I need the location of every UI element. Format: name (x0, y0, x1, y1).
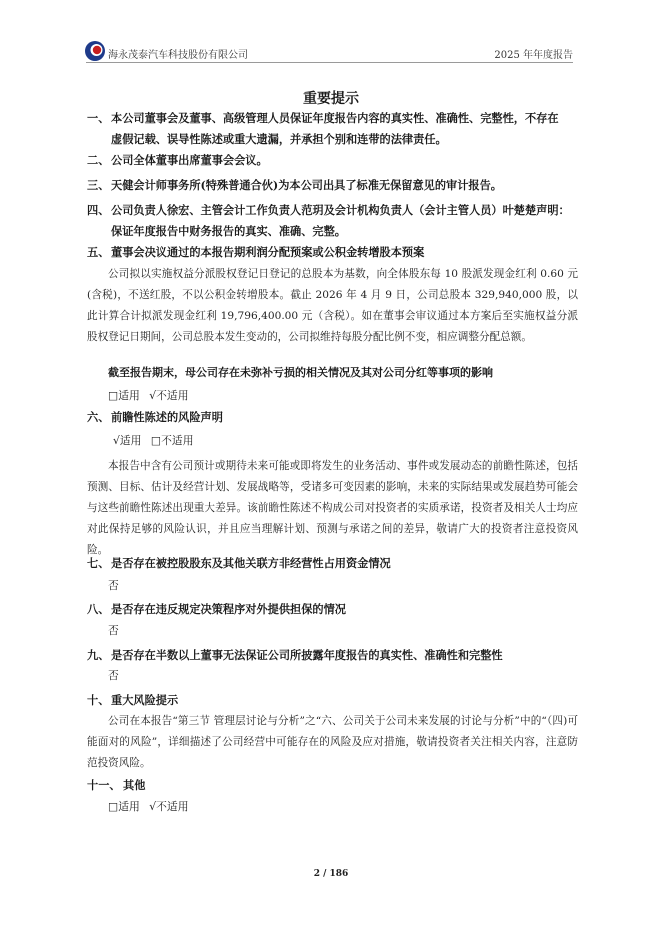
section-number: 二、 (87, 153, 110, 167)
section-line: 公司全体董事出席董事会会议。 (111, 153, 268, 167)
page-header (86, 44, 573, 63)
section-line: 是否存在被控股股东及其他关联方非经营性占用资金情况 (111, 556, 391, 570)
header-company-name: 海永茂泰汽车科技股份有限公司 (108, 50, 248, 61)
section-11 (87, 775, 578, 796)
section-6 (87, 407, 578, 428)
check-not-applicable: □不适用 (150, 434, 194, 447)
page-number: 2 / 186 (313, 869, 349, 879)
section-number: 七、 (87, 556, 110, 570)
section-number: 九、 (87, 648, 110, 662)
section-line: 是否存在违反规定决策程序对外提供担保的情况 (111, 602, 346, 616)
section-4 (87, 200, 578, 242)
forward-looking-paragraph: 本报告中含有公司预计或期待未来可能或即将发生的业务活动、事件或发展动态的前瞻性陈述，包括预测、目标、估计及经营计划、发展战略等，受诸多可变因素的影响，未来的实际结果或发展趋势可能会与这些前瞻性陈述出现重大差异。该前瞻性陈述不构成公司对投资者的实质承诺，投资者及相关人士均应对此保持足够的风险认识，并且应当理解计划、预测与承诺之间的差异，敬请广大的投资者注意投资风险。 (87, 460, 578, 556)
section-2 (87, 150, 578, 171)
section-number: 八、 (87, 602, 110, 616)
section-line: 董事会决议通过的本报告期利润分配预案或公积金转增股本预案 (111, 245, 425, 259)
section-number: 三、 (87, 178, 110, 192)
profit-distribution-paragraph: 公司拟以实施权益分派股权登记日登记的总股本为基数，向全体股东每 10 股派发现金红利 0.60 元(含税)，不送红股，不以公积金转增股本。截止 2026 年 4 月 9 日，公司总股本 329,940,000 股，以此计算合计拟派发现金红利 19,796,400.00 元（含税）。如在董事会审议通过本方案后至实施权益分派股权登记日期间，公司总股本发生变动的，公司拟维持每股分配比例不变，相应调整分配总额。 (87, 268, 578, 343)
page-title: 重要提示 (303, 91, 359, 107)
section-line: 前瞻性陈述的风险声明 (111, 410, 223, 424)
answer-9: 否 (108, 669, 119, 682)
section-1 (87, 108, 578, 150)
risk-paragraph: 公司在本报告“第三节 管理层讨论与分析”之“六、公司关于公司未来发展的讨论与分析”中的“（四)可能面对的风险”，详细描述了公司经营中可能存在的风险及应对措施，敬请投资者关注相关内容，注意防范投资风险。 (87, 715, 578, 769)
section-line: 重大风险提示 (111, 693, 179, 707)
section-number: 十、 (87, 693, 110, 707)
check-applicable: □适用 (108, 389, 140, 402)
header-report-name: 2025 年年度报告 (494, 50, 573, 61)
loss-applicability (108, 387, 195, 405)
section-5 (87, 242, 578, 263)
check-not-applicable: √不适用 (149, 800, 189, 813)
check-applicable: √适用 (113, 434, 142, 447)
section-10 (87, 690, 578, 711)
forward-applicability (113, 432, 200, 450)
section-line: 其他 (123, 778, 146, 792)
answer-7: 否 (108, 579, 119, 592)
section-line: 保证年度报告中财务报告的真实、准确、完整。 (111, 224, 346, 238)
section-number: 十一、 (87, 778, 121, 792)
section-line: 天健会计师事务所(特殊普通合伙)为本公司出具了标准无保留意见的审计报告。 (111, 178, 502, 192)
section-7 (87, 553, 578, 574)
check-not-applicable: √不适用 (149, 389, 189, 402)
section-number: 五、 (87, 245, 110, 259)
answer-8: 否 (108, 624, 119, 637)
section-line: 虚假记载、误导性陈述或重大遗漏，并承担个别和连带的法律责任。 (111, 132, 447, 146)
section-9 (87, 645, 578, 666)
check-applicable: □适用 (108, 800, 140, 813)
section-line: 是否存在半数以上董事无法保证公司所披露年度报告的真实性、准确性和完整性 (111, 648, 503, 662)
company-logo-icon (84, 40, 106, 62)
section-number: 六、 (87, 410, 110, 424)
section-number: 一、 (87, 111, 110, 125)
section-line: 公司负责人徐宏、主管会计工作负责人范玥及会计机构负责人（会计主管人员）叶楚楚声明： (111, 203, 570, 217)
section-8 (87, 599, 578, 620)
other-applicability (108, 798, 195, 816)
section-line: 本公司董事会及董事、高级管理人员保证年度报告内容的真实性、准确性、完整性，不存在 (111, 111, 559, 125)
section-3 (87, 175, 578, 196)
section-number: 四、 (87, 203, 110, 217)
loss-question: 截至报告期末，母公司存在未弥补亏损的相关情况及其对公司分红等事项的影响 (108, 366, 493, 379)
